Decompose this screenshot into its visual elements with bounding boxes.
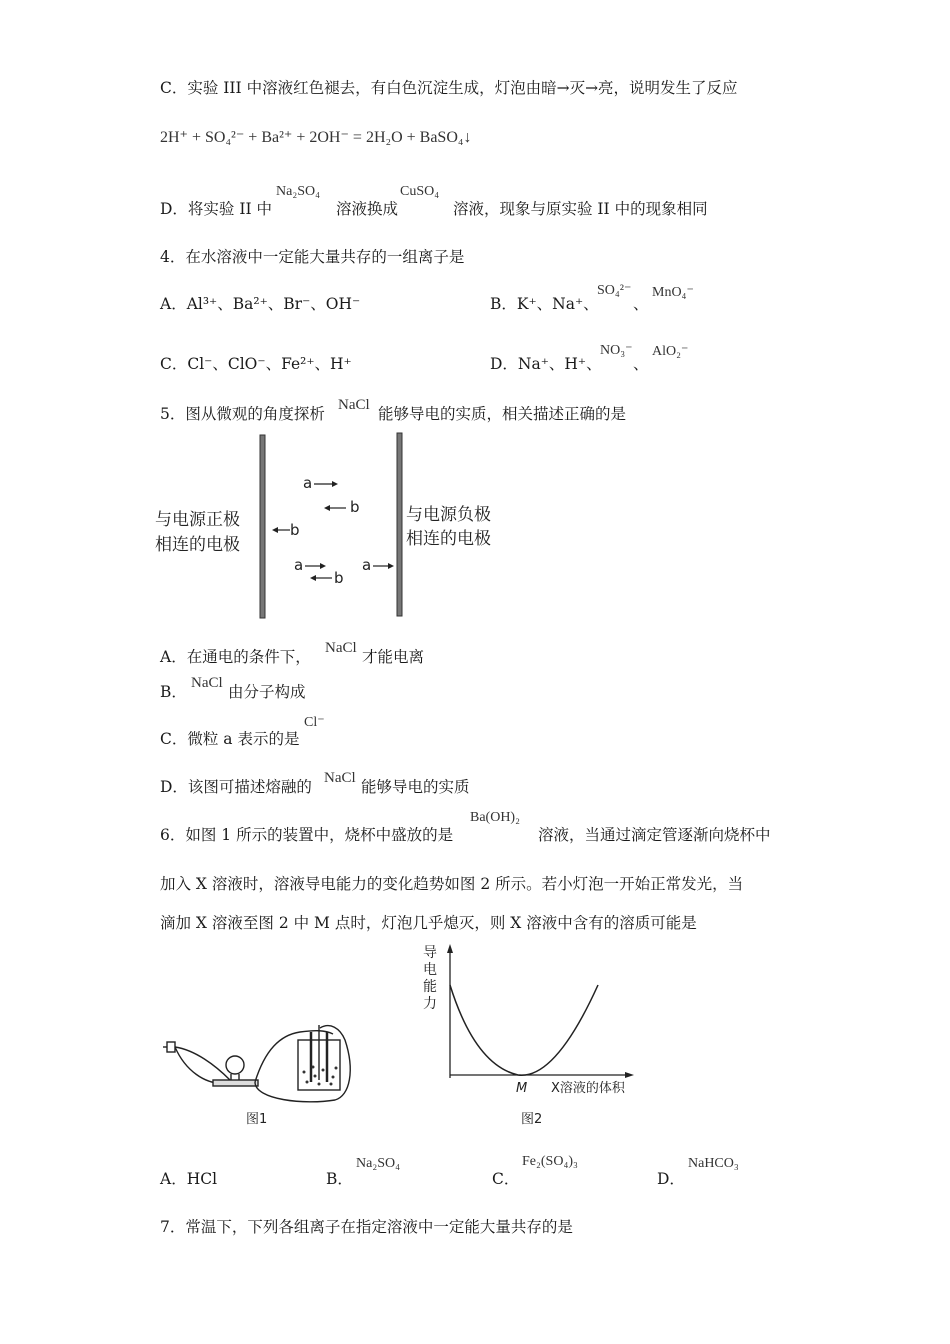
particle-b-3: b <box>334 569 344 587</box>
q6-option-b: B． <box>326 1170 353 1188</box>
q3-option-c: C．实验 III 中溶液红色褪去，有白色沉淀生成，灯泡由暗→灭→亮，说明发生了反应 <box>160 79 738 97</box>
q6-line-2: 加入 X 溶液时，溶液导电能力的变化趋势如图 2 所示。若小灯泡一开始正常发光，当 <box>160 875 744 893</box>
q5-d-formula: NaCl <box>324 770 356 786</box>
particle-a-2: a <box>294 556 304 574</box>
q6-fig2-chart <box>415 940 645 1135</box>
fig2-xlabel: X溶液的体积 <box>551 1081 625 1096</box>
left-label-1: 与电源正极 <box>155 510 240 530</box>
q6-d-formula: NaHCO₃ <box>688 1156 739 1171</box>
svg-text:力: 力 <box>423 996 437 1012</box>
q5-c-formula: Cl⁻ <box>304 715 325 730</box>
q3-equation: 2H⁺ + SO₄²⁻ + Ba²⁺ + 2OH⁻ = 2H₂O + BaSO₄↓ <box>160 129 472 146</box>
particle-b-1: b <box>350 498 360 516</box>
q4-b-permanganate: MnO₄⁻ <box>652 285 694 300</box>
q4-d-nitrate: NO₃⁻ <box>600 343 633 358</box>
q6-option-a: A．HCl <box>160 1170 218 1188</box>
q4-option-d: D．Na⁺、H⁺、 <box>490 355 602 373</box>
q6-line-1: 6．如图 1 所示的装置中，烧杯中盛放的是 <box>160 826 454 844</box>
q3-formula-cuso4: CuSO₄ <box>400 184 440 199</box>
fig2-curve <box>450 985 598 1075</box>
right-label-1: 与电源负极 <box>406 505 491 525</box>
fig2-caption: 图2 <box>521 1112 543 1127</box>
q6-fig1-circuit <box>155 1010 375 1135</box>
q5-stem: 5．图从微观的角度探析 <box>160 405 325 423</box>
q5-option-d: D．该图可描述熔融的 <box>160 778 312 796</box>
q4-option-b: B．K⁺、Na⁺、 <box>490 295 599 313</box>
q4-option-c: C．Cl⁻、ClO⁻、Fe²⁺、H⁺ <box>160 355 352 373</box>
q5-stem-end: 能够导电的实质，相关描述正确的是 <box>378 405 627 423</box>
svg-text:导: 导 <box>423 945 437 961</box>
svg-text:能: 能 <box>423 979 437 995</box>
q3-option-d-end: 溶液，现象与原实验 II 中的现象相同 <box>453 200 708 218</box>
q5-option-b-end: 由分子构成 <box>228 683 306 701</box>
right-label-2: 相连的电极 <box>406 529 491 549</box>
q5-option-b: B． <box>160 683 187 701</box>
q5-a-formula: NaCl <box>325 640 357 656</box>
q5-electrode-figure <box>150 430 520 625</box>
fig2-point-m: M <box>516 1081 528 1096</box>
q5-option-d-end: 能够导电的实质 <box>361 778 470 796</box>
left-label-2: 相连的电极 <box>155 535 240 555</box>
q3-option-d-mid: 溶液换成 <box>336 200 399 218</box>
svg-text:电: 电 <box>423 962 437 978</box>
q6-baoh2: Ba(OH)₂ <box>470 810 520 825</box>
q5-b-formula: NaCl <box>191 675 223 691</box>
q5-option-c: C．微粒 a 表示的是 <box>160 730 300 748</box>
fig1-caption: 图1 <box>246 1112 268 1127</box>
particle-b-2: b <box>290 521 300 539</box>
positive-electrode <box>260 435 265 618</box>
q6-option-c: C． <box>492 1170 520 1188</box>
q6-line-3: 滴加 X 溶液至图 2 中 M 点时，灯泡几乎熄灭，则 X 溶液中含有的溶质可能是 <box>160 914 697 932</box>
q6-option-d: D． <box>657 1170 685 1188</box>
negative-electrode <box>397 433 402 616</box>
q3-option-d: D．将实验 II 中 <box>160 200 273 218</box>
particles <box>272 474 394 587</box>
q5-option-a-end: 才能电离 <box>362 648 425 666</box>
q6-line-1-end: 溶液，当通过滴定管逐渐向烧杯中 <box>538 826 771 844</box>
fig2-ylabel <box>423 945 437 1012</box>
q4-option-a: A．Al³⁺、Ba²⁺、Br⁻、OH⁻ <box>160 295 361 313</box>
q4-d-sep: 、 <box>633 355 649 373</box>
q3-formula-na2so4: Na₂SO₄ <box>276 184 320 199</box>
q4-b-sulfate: SO₄²⁻ <box>597 283 632 298</box>
q7-stem: 7．常温下，下列各组离子在指定溶液中一定能大量共存的是 <box>160 1218 573 1236</box>
q4-b-sep: 、 <box>633 295 649 313</box>
q4-stem: 4．在水溶液中一定能大量共存的一组离子是 <box>160 248 465 266</box>
q5-stem-formula: NaCl <box>338 397 370 413</box>
particle-a-1: a <box>303 474 313 492</box>
particle-a-3: a <box>362 556 372 574</box>
q5-option-a: A．在通电的条件下， <box>160 648 311 666</box>
q6-b-formula: Na₂SO₄ <box>356 1156 400 1171</box>
q6-c-formula: Fe₂(SO₄)₃ <box>522 1154 578 1169</box>
q4-d-aluminate: AlO₂⁻ <box>652 344 689 359</box>
